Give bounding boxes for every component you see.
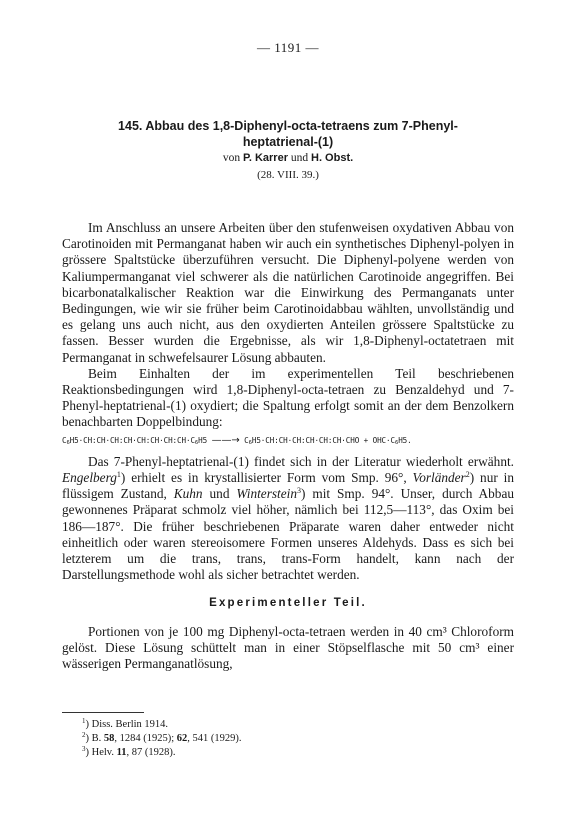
footnote-ref-2: 2	[465, 470, 470, 480]
paragraph-literature	[62, 454, 514, 584]
footnote-1	[82, 718, 502, 732]
formula-right-sub: 6	[248, 439, 252, 446]
article-title-line-1: 145. Abbau des 1,8-Diphenyl-octa-tetraens zum 7-Phenyl-	[118, 119, 458, 133]
formula-right-chain: H5·CH:CH·CH:CH·CH:CH·CHO + OHC·C	[251, 435, 395, 445]
cite-engelberg: Engelberg	[62, 470, 117, 486]
footnote-1-text: ) Diss. Berlin 1914.	[85, 719, 169, 730]
article-title-line-2: heptatrienal-(1)	[242, 135, 334, 149]
formula-right-end: H5.	[398, 435, 412, 445]
formula-left-c: C	[62, 435, 67, 445]
article-body	[62, 220, 514, 672]
footnote-2	[82, 732, 502, 746]
formula-right-sub2: 6	[394, 439, 399, 446]
paragraph-experimental: Portionen von je 100 mg Diphenyl-octa-tetraen werden in 40 cm³ Chloroform gelöst. Diese Lösung schüttelt man in einer Stöpselflasche mit 50 cm³ einer wässerigen Permanganatlösung,	[62, 623, 514, 672]
literature-text-a: Das 7-Phenyl-heptatrienal-(1) findet sich in der Literatur wiederholt erwähnt.	[88, 453, 514, 469]
formula-left-sub: 6	[66, 439, 70, 446]
and-word: und	[290, 152, 309, 164]
literature-und: und	[202, 486, 237, 502]
footnote-2-volume-2: 62	[176, 733, 188, 744]
formula-left-end: H5	[198, 435, 208, 445]
footnote-3-volume: 11	[116, 747, 127, 758]
footnote-3-text-a: ) Helv.	[85, 747, 117, 758]
cite-vorlaender: Vorländer	[412, 470, 466, 486]
footnote-3-mark: 3	[82, 745, 86, 753]
section-heading-experimental: Experimenteller Teil.	[209, 597, 367, 610]
formula-right-c: C	[244, 435, 249, 445]
footnote-3-text-b: , 87 (1928).	[126, 747, 176, 758]
literature-text-b: ) erhielt es in krystallisierter Form vom Smp. 96°,	[120, 470, 413, 486]
author-karrer: P. Karrer	[242, 152, 288, 164]
footnote-2-text-c: , 541 (1929).	[187, 733, 242, 744]
footnote-3	[82, 746, 502, 760]
cite-kuhn: Kuhn	[173, 486, 203, 502]
reaction-equation	[62, 433, 514, 451]
received-date: (28. VIII. 39.)	[257, 169, 319, 181]
footnote-rule	[62, 712, 144, 713]
paragraph-intro: Im Anschluss an unsere Arbeiten über den stufenweisen oxydativen Abbau von Carotinoiden mit Permanganat haben wir auch ein synthetisches Diphenyl-polyen in grössere Spaltstücke überzuführen versucht. Die Diphenyl-polyene werden von Kaliumpermanganat viel schwerer als die natürlichen Carotinoide angegriffen. Bei bicarbonatalkalischer Reaktion war die Einwirkung des Permanganats unter Bedingungen, wie wir sie früher beim Carotinoidabbau wählten, unvollständig und es gelang uns auch nicht, aus den oxydierten Anteilen grössere Spaltstücke zu fassen. Besser wurden die Ergebnisse, als wir 1,8-Diphenyl-octatetraen mit Permanganat in schwefelsaurer Lösung abbauten.	[62, 220, 514, 365]
paragraph-reaction: Beim Einhalten der im experimentellen Teil beschriebenen Reaktionsbedingungen wird 1,8-Diphenyl-octa-tetraen zu Benzaldehyd und 7-Phenyl-heptatrienal-(1) oxydiert; die Spaltung erfolgt somit an der dem Benzolkern benachbarten Doppelbindung:	[62, 365, 514, 430]
footnote-1-mark: 1	[82, 717, 86, 725]
by-word: von	[222, 152, 241, 164]
literature-text-d: ) mit Smp. 94°. Unser, durch Abbau gewonnenes Präparat schmolz viel höher, nämlich bei 112,5—113°, das Oxim bei 186—187°. Die früher beschriebenen Präparate waren daher entweder nicht einheitlich oder waren stereoisomere Formen unseres Aldehyds. Dass es sich bei letzterem um die trans, trans, trans-Form handelt, kann nach der Darstellungsmethode wohl als sicher betrachtet werden.	[62, 486, 514, 583]
page-number: — 1191 —	[256, 40, 320, 55]
author-obst: H. Obst.	[311, 152, 354, 164]
footnote-2-text-b: , 1284 (1925);	[114, 733, 177, 744]
footnote-ref-3: 3	[297, 486, 301, 496]
formula-left-sub2: 6	[194, 439, 199, 446]
article-title	[60, 118, 516, 150]
footnote-2-volume-1: 58	[103, 733, 115, 744]
footnote-2-text-a: ) B.	[85, 733, 104, 744]
footnotes	[82, 718, 502, 760]
article-header	[60, 118, 516, 183]
author-line	[60, 151, 516, 166]
formula-left-chain: H5·CH:CH·CH:CH·CH:CH·CH:CH·C	[69, 435, 195, 445]
footnote-2-mark: 2	[82, 731, 86, 739]
reaction-arrow: ——→	[211, 434, 240, 446]
footnote-ref-1: 1	[116, 470, 121, 480]
literature-text-c: ) nur in flüssigem Zustand,	[62, 470, 514, 502]
cite-winterstein: Winterstein	[236, 486, 297, 502]
